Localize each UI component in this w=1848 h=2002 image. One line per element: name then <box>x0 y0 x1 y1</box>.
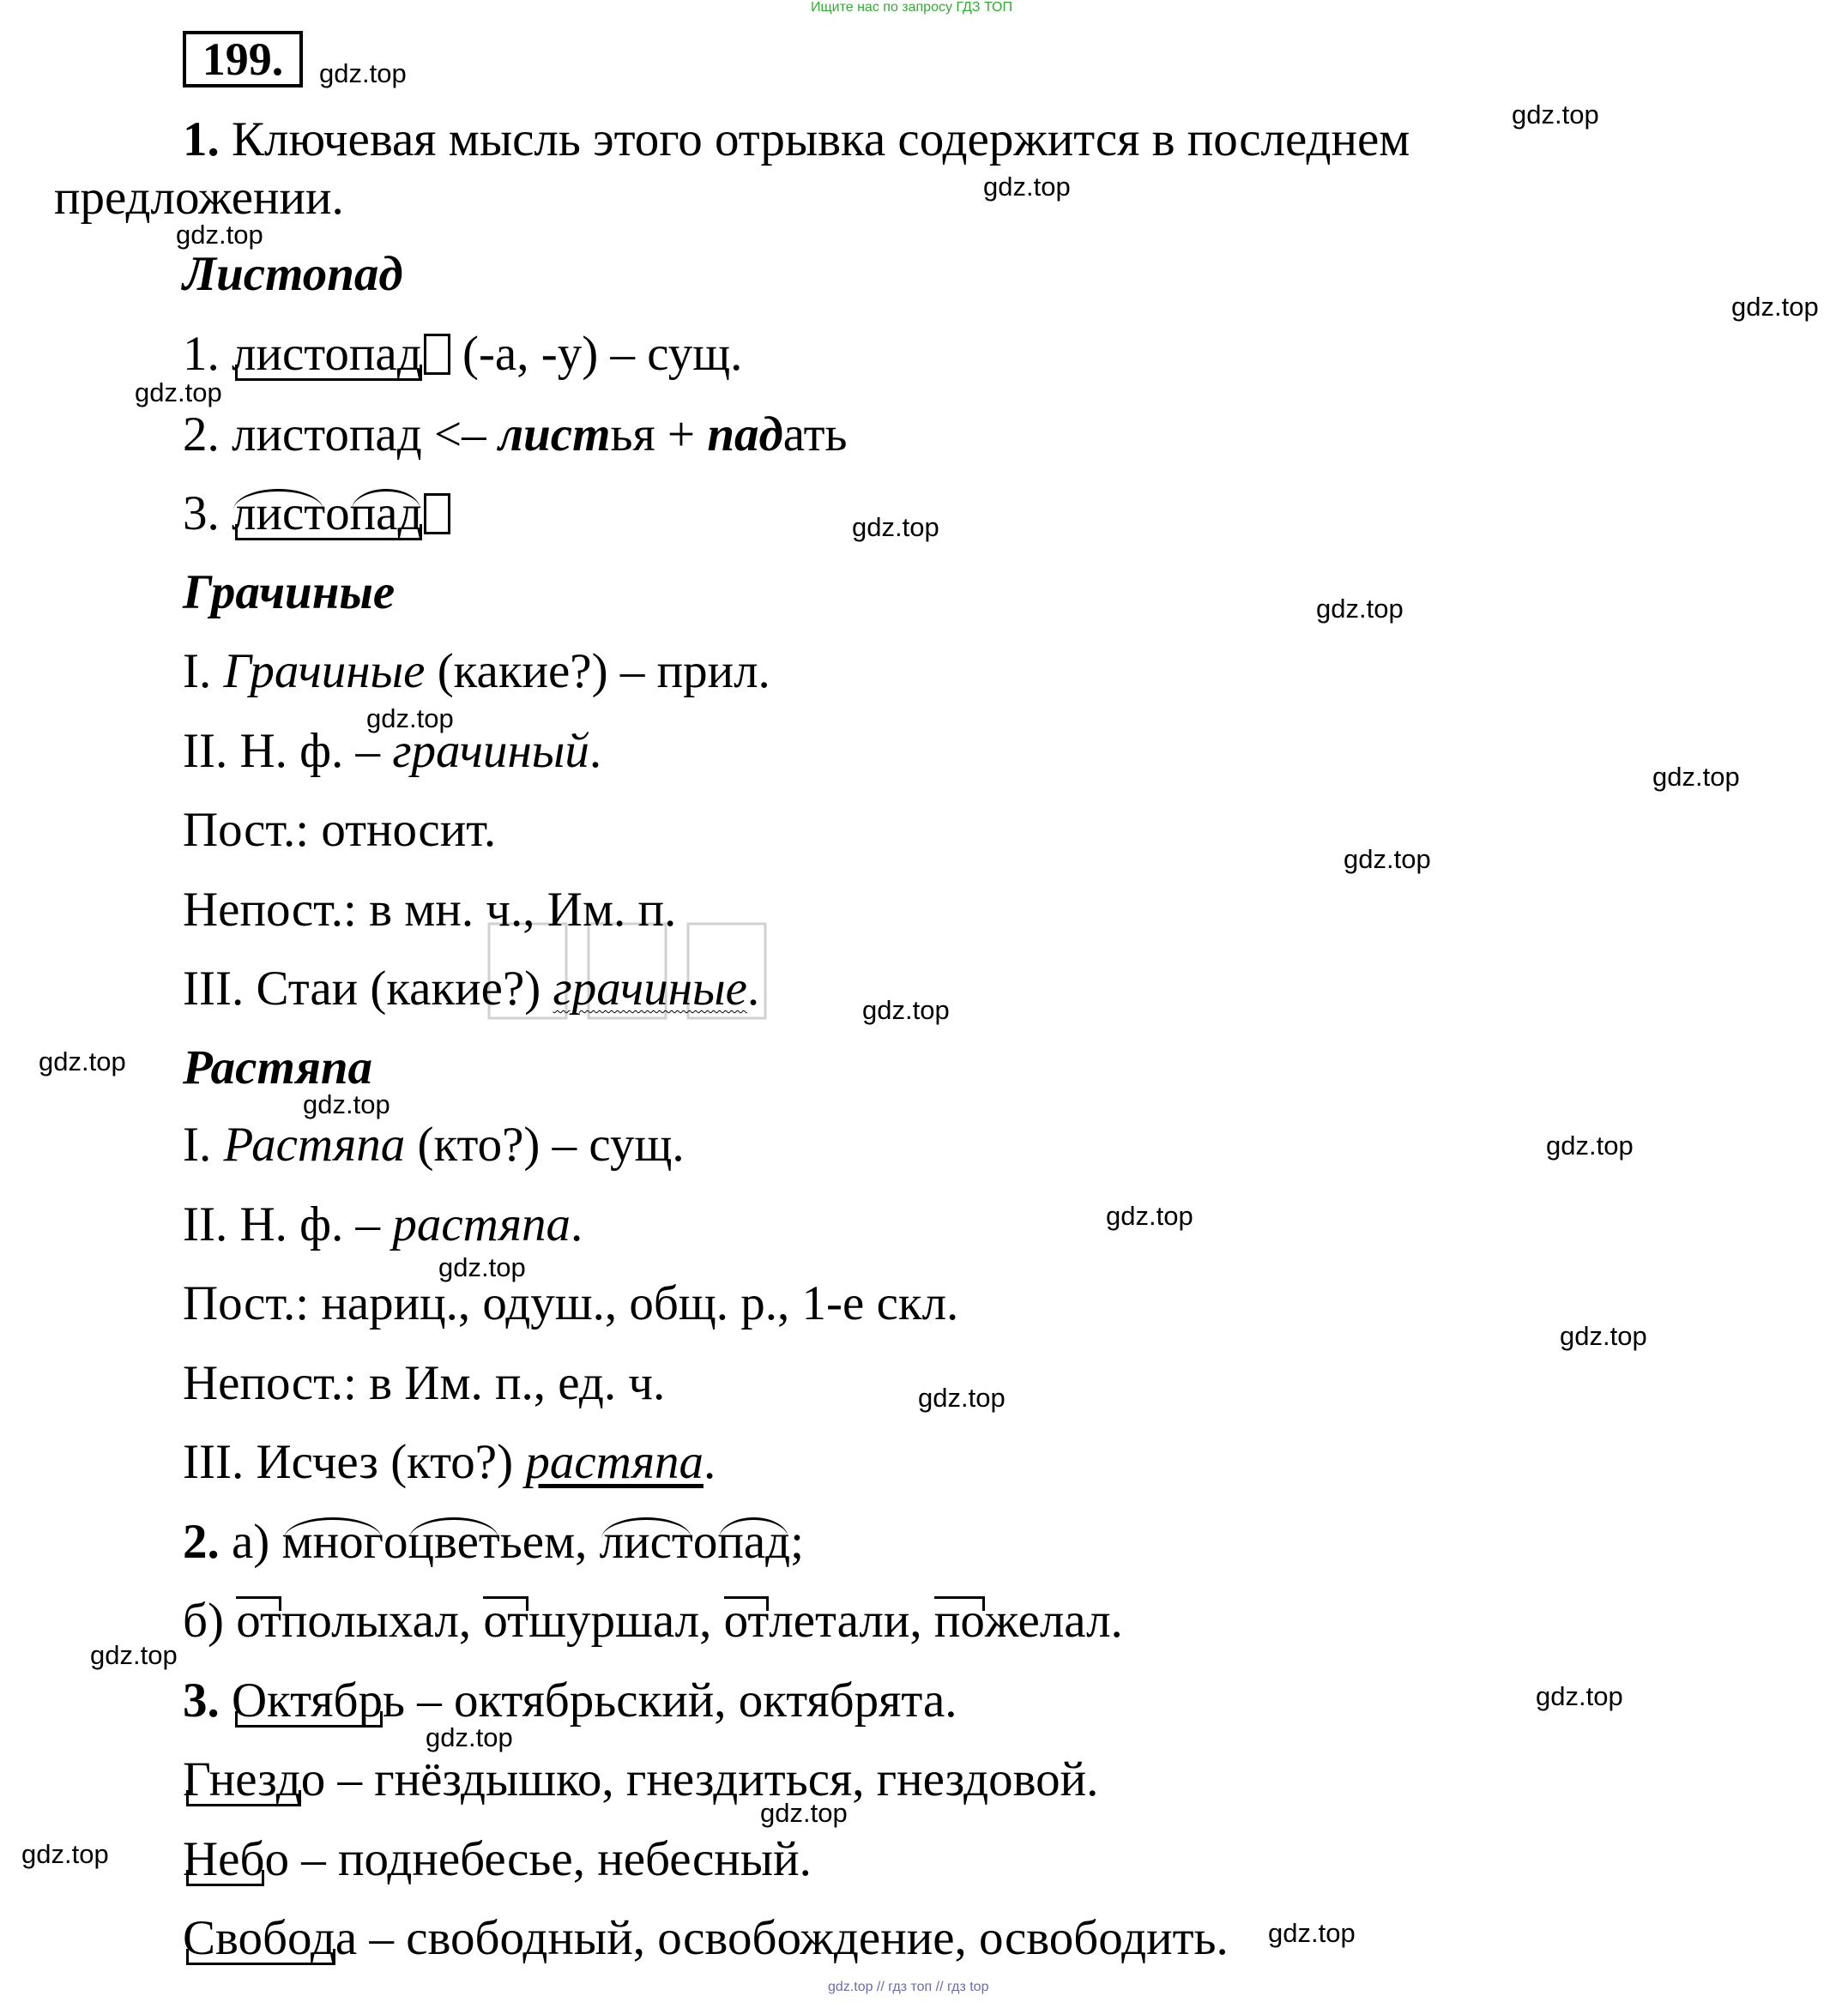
italic-word: Растяпа <box>223 1118 406 1172</box>
root-mark: Неб <box>183 1832 265 1886</box>
watermark: gdz.top <box>1344 844 1431 874</box>
section1-number: 1. <box>183 112 220 166</box>
watermark: gdz.top <box>918 1383 1006 1413</box>
rastyapa-line4: Непост.: в Им. п., ед. ч. <box>183 1356 666 1410</box>
root-arc: цвет <box>408 1515 500 1569</box>
line-text: II. Н. ф. – <box>183 724 393 778</box>
watermark: gdz.top <box>1268 1918 1356 1948</box>
ending: о <box>300 1752 326 1806</box>
section2-line-b <box>183 1593 1123 1649</box>
line-text: (какие?) – прил. <box>425 644 770 698</box>
footer-note: gdz.top // гдз топ // гдз top <box>828 1980 989 1994</box>
wavy-underlined-word: грачиные <box>553 962 747 1016</box>
line-text: III. Стаи (какие?) <box>183 962 553 1016</box>
grachinye-line3: Пост.: относит. <box>183 803 497 857</box>
zero-ending-box <box>424 334 450 375</box>
connecting-vowel: о <box>383 1515 408 1569</box>
grachinye-line4: Непост.: в мн. ч., Им. п. <box>183 883 677 937</box>
ending: а <box>335 1911 358 1965</box>
listopad-line3 <box>183 485 450 542</box>
watermark: gdz.top <box>39 1046 126 1076</box>
watermark: gdz.top <box>1731 292 1819 322</box>
underlined-word: растяпа <box>525 1435 704 1489</box>
root-arc: пад <box>717 1515 791 1569</box>
watermark: gdz.top <box>760 1798 848 1828</box>
watermark: gdz.top <box>319 58 407 88</box>
section3-line3 <box>183 1831 812 1888</box>
line-text: ья + <box>610 407 708 461</box>
line-text: III. Исчез (кто?) <box>183 1435 526 1489</box>
rastyapa-line3: Пост.: нариц., одуш., общ. р., 1-е скл. <box>183 1276 959 1330</box>
line-text: (-а, -у) – сущ. <box>450 327 743 381</box>
root-arc: лист <box>599 1515 693 1569</box>
section1-text: Ключевая мысль этого отрывка содержится в последнем <box>219 112 1410 166</box>
watermark: gdz.top <box>438 1252 526 1282</box>
line-text: полыхал, <box>281 1594 484 1648</box>
line-number: 3. <box>183 486 232 540</box>
root-arc: лист <box>232 486 326 540</box>
prefix-mark: от <box>483 1594 529 1648</box>
connecting-vowel: о <box>325 486 350 540</box>
watermark: gdz.top <box>303 1089 390 1119</box>
line-text: . <box>746 962 760 1016</box>
root-highlight: лист <box>498 407 611 461</box>
section3-line2 <box>183 1752 1098 1808</box>
rastyapa-heading: Растяпа <box>183 1040 373 1094</box>
root-arc: пад <box>349 486 423 540</box>
watermark: gdz.top <box>176 220 263 250</box>
search-hint: Ищите нас по запросу ГДЗ ТОП <box>811 0 1012 15</box>
line-text: . <box>703 1435 716 1489</box>
root-mark: Гнезд <box>183 1752 301 1806</box>
rastyapa-line5 <box>183 1434 716 1491</box>
watermark: gdz.top <box>135 377 222 407</box>
section2-line-a <box>183 1514 804 1571</box>
watermark: gdz.top <box>366 703 454 733</box>
line-text: – поднебесье, небесный. <box>288 1832 812 1886</box>
line-text: ать <box>782 407 848 461</box>
watermark: gdz.top <box>426 1722 513 1752</box>
section3-line1 <box>183 1673 957 1729</box>
prefix-mark: по <box>933 1594 985 1648</box>
section2-number: 2. <box>183 1515 220 1569</box>
line-text: летали, <box>769 1594 934 1648</box>
watermark: gdz.top <box>1546 1131 1634 1161</box>
watermark: gdz.top <box>983 172 1071 202</box>
rastyapa-line1 <box>183 1117 685 1173</box>
root-mark: листопад <box>232 327 422 381</box>
line-text: I. <box>183 644 224 698</box>
watermark: gdz.top <box>21 1839 109 1869</box>
line-text: – гнёздышко, гнездиться, гнездовой. <box>325 1752 1099 1806</box>
watermark: gdz.top <box>1652 762 1740 792</box>
root-arc: мног <box>281 1515 383 1569</box>
section1-line1 <box>183 112 1410 168</box>
line-text: . <box>570 1197 583 1251</box>
line-text: желал. <box>984 1594 1123 1648</box>
ending: о <box>264 1832 289 1886</box>
line-text: 2. листопад <– <box>183 407 498 461</box>
watermark: gdz.top <box>1316 594 1404 624</box>
root-mark: Октябр <box>232 1673 383 1728</box>
line-text: – свободный, освобождение, освободить. <box>357 1911 1229 1965</box>
watermark: gdz.top <box>90 1640 178 1670</box>
line-text: ; <box>790 1515 804 1569</box>
root-mark: Свобод <box>183 1911 335 1965</box>
grachinye-line5 <box>183 961 759 1017</box>
line-text: I. <box>183 1118 224 1172</box>
grachinye-line1 <box>183 643 770 700</box>
section3-line4 <box>183 1910 1229 1967</box>
zero-ending-box <box>424 493 450 534</box>
line-text: – октябрьский, октябрята. <box>404 1673 957 1728</box>
prefix-mark: от <box>723 1594 770 1648</box>
watermark: gdz.top <box>852 512 939 542</box>
ending: ь <box>382 1673 405 1728</box>
italic-word: растяпа <box>392 1197 571 1251</box>
line-text: II. Н. ф. – <box>183 1197 393 1251</box>
item-label: а) <box>219 1515 282 1569</box>
connecting-vowel: о <box>692 1515 718 1569</box>
italic-word: Грачиные <box>223 644 426 698</box>
rastyapa-line2 <box>183 1197 583 1253</box>
prefix-mark: от <box>236 1594 281 1648</box>
line-text: (кто?) – сущ. <box>405 1118 685 1172</box>
listopad-line2 <box>183 407 848 463</box>
stem-mark <box>232 485 422 542</box>
line-number: 1. <box>183 327 232 381</box>
listopad-line1 <box>183 326 742 383</box>
item-label: б) <box>183 1594 237 1648</box>
line-text: . <box>589 724 602 778</box>
watermark: gdz.top <box>862 995 950 1025</box>
watermark: gdz.top <box>1106 1201 1193 1231</box>
section1-line2: предложении. <box>54 171 344 225</box>
watermark: gdz.top <box>1536 1681 1623 1711</box>
italic-word: грачиный <box>392 724 589 778</box>
listopad-heading: Листопад <box>183 247 403 301</box>
section3-number: 3. <box>183 1673 220 1728</box>
exercise-number: 199. <box>183 31 303 87</box>
grachinye-line2 <box>183 723 601 780</box>
watermark: gdz.top <box>1512 99 1599 130</box>
grachinye-heading: Грачиные <box>183 565 396 619</box>
root-highlight: пад <box>707 407 783 461</box>
line-text: ьем, <box>499 1515 600 1569</box>
line-text: шуршал, <box>528 1594 724 1648</box>
watermark: gdz.top <box>1560 1321 1647 1351</box>
